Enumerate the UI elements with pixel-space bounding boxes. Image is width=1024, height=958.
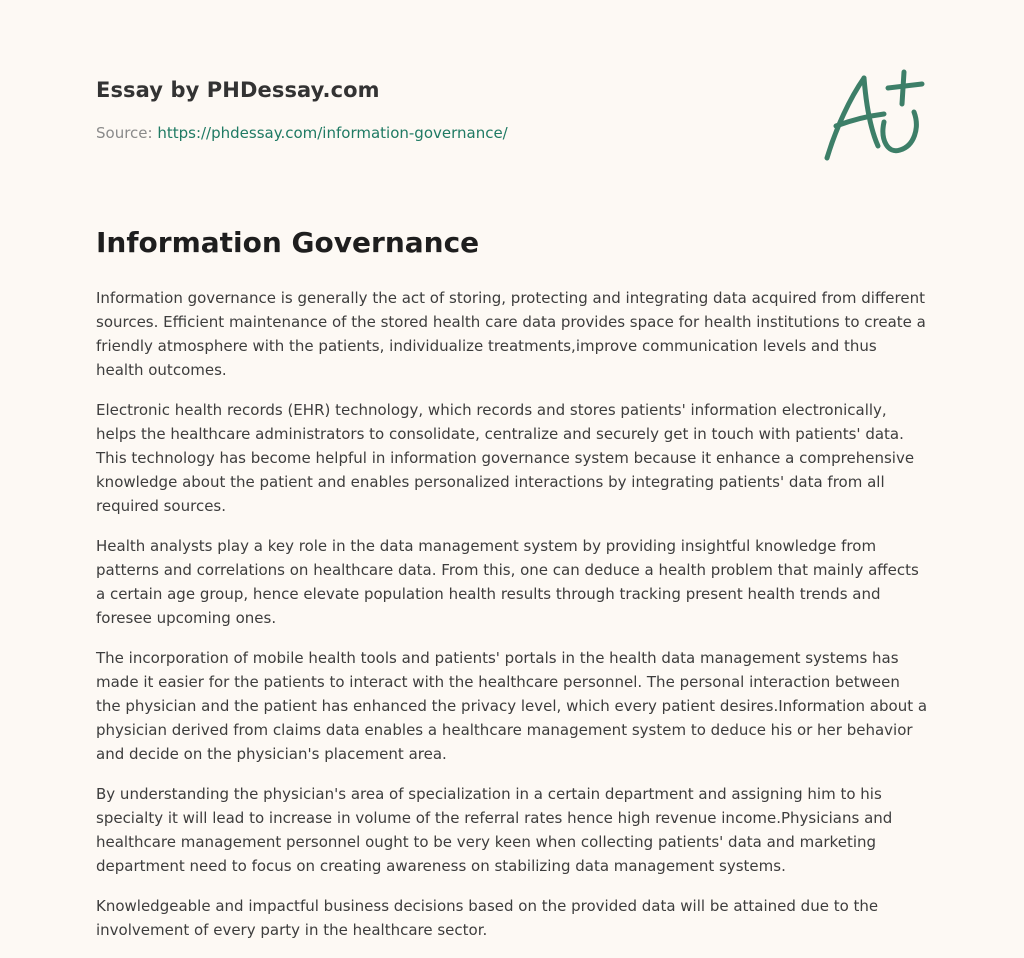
source-line xyxy=(96,124,508,142)
source-label: Source: xyxy=(96,124,158,142)
essay-paragraph: Electronic health records (EHR) technology, which records and stores patients' information electronically, helps the healthcare administrators to consolidate, centralize and securely get in touch with patients' data. This technology has become helpful in information governance system because it enhance a comprehensive knowledge about the patient and enables personalized interactions by integrating patients' data from all required sources. xyxy=(96,401,915,515)
site-brand: Essay by PHDessay.com xyxy=(96,78,380,102)
essay-title: Information Governance xyxy=(96,226,480,259)
essay-paragraph: Health analysts play a key role in the data management system by providing insightful knowledge from patterns and correlations on healthcare data. From this, one can deduce a health problem that mainly affects a certain age group, hence elevate population health results through tracking present health trends and foresee upcoming ones. xyxy=(96,537,919,627)
essay-paragraph: The incorporation of mobile health tools and patients' portals in the health data management systems has made it easier for the patients to interact with the healthcare personnel. The personal interaction between the physician and the patient has enhanced the privacy level, which every patient desires.Information about a physician derived from claims data enables a healthcare management system to deduce his or her behavior and decide on the physician's placement area. xyxy=(96,649,928,763)
a-plus-logo-icon xyxy=(822,68,928,164)
essay-paragraph: Knowledgeable and impactful business decisions based on the provided data will be attained due to the involvement of every party in the healthcare sector. xyxy=(96,897,879,939)
essay-body xyxy=(96,286,928,958)
source-link[interactable]: https://phdessay.com/information-governance/ xyxy=(157,124,508,142)
essay-paragraph: Information governance is generally the act of storing, protecting and integrating data acquired from different sources. Efficient maintenance of the stored health care data provides space for health institutions to create a friendly atmosphere with the patients, individualize treatments,improve communication levels and thus health outcomes. xyxy=(96,289,926,379)
essay-paragraph: By understanding the physician's area of specialization in a certain department and assigning him to his specialty it will lead to increase in volume of the referral rates hence high revenue income.Physicians and healthcare management personnel ought to be very keen when collecting patients' data and marketing department need to focus on creating awareness on stabilizing data management systems. xyxy=(96,785,893,875)
